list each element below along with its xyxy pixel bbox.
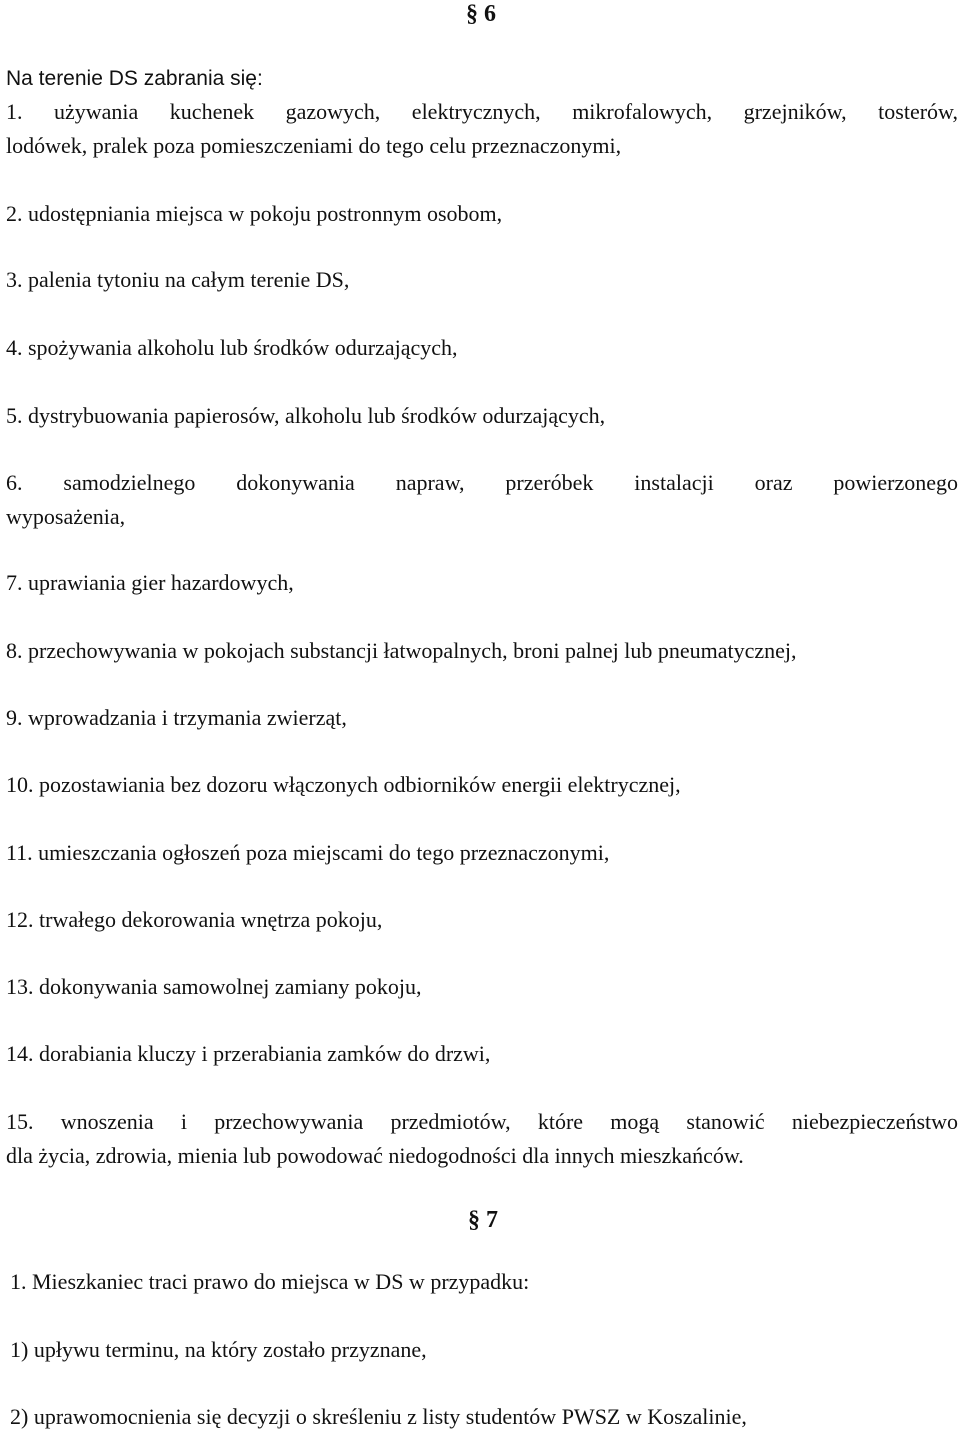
section-7-heading: § 7 (468, 1207, 498, 1233)
section-7-item-1: 1. Mieszkaniec traci prawo do miejsca w DS w przypadku: (10, 1269, 530, 1294)
list-item-1-line-1: 1. używania kuchenek gazowych, elektrycznych, mikrofalowych, grzejników, tosterów, (6, 99, 958, 124)
list-item-13: 13. dokonywania samowolnej zamiany pokoju, (6, 974, 422, 999)
list-item-6-line-1: 6. samodzielnego dokonywania napraw, przeróbek instalacji oraz powierzonego (6, 470, 958, 495)
list-item-10: 10. pozostawiania bez dozoru włączonych odbiorników energii elektrycznej, (6, 772, 681, 797)
list-item-12: 12. trwałego dekorowania wnętrza pokoju, (6, 907, 383, 932)
section-6-intro: Na terenie DS zabrania się: (6, 67, 263, 90)
list-item-6-line-2: wyposażenia, (6, 504, 126, 529)
list-item-4: 4. spożywania alkoholu lub środków odurzających, (6, 335, 458, 360)
list-item-15-line-2: dla życia, zdrowia, mienia lub powodować niedogodności dla innych mieszkańców. (6, 1143, 744, 1168)
list-item-9: 9. wprowadzania i trzymania zwierząt, (6, 705, 347, 730)
list-item-15 (6, 1109, 958, 1169)
section-7-item-1-2: 2) uprawomocnienia się decyzji o skreśleniu z listy studentów PWSZ w Koszalinie, (10, 1404, 747, 1429)
list-item-1-line-2: lodówek, pralek poza pomieszczeniami do tego celu przeznaczonymi, (6, 133, 622, 158)
list-item-5: 5. dystrybuowania papierosów, alkoholu lub środków odurzających, (6, 403, 606, 428)
list-item-2: 2. udostępniania miejsca w pokoju postronnym osobom, (6, 201, 503, 226)
list-item-11: 11. umieszczania ogłoszeń poza miejscami do tego przeznaczonymi, (6, 840, 610, 865)
list-item-1 (6, 99, 958, 159)
section-7-item-1-1: 1) upływu terminu, na który zostało przyznane, (10, 1337, 427, 1362)
list-item-8: 8. przechowywania w pokojach substancji łatwopalnych, broni palnej lub pneumatycznej, (6, 638, 797, 663)
list-item-6 (6, 470, 958, 530)
list-item-15-line-1: 15. wnoszenia i przechowywania przedmiotów, które mogą stanowić niebezpieczeństwo (6, 1109, 958, 1134)
section-6-heading: § 6 (466, 1, 496, 27)
list-item-7: 7. uprawiania gier hazardowych, (6, 570, 294, 595)
list-item-14: 14. dorabiania kluczy i przerabiania zamków do drzwi, (6, 1041, 491, 1066)
list-item-3: 3. palenia tytoniu na całym terenie DS, (6, 267, 350, 292)
